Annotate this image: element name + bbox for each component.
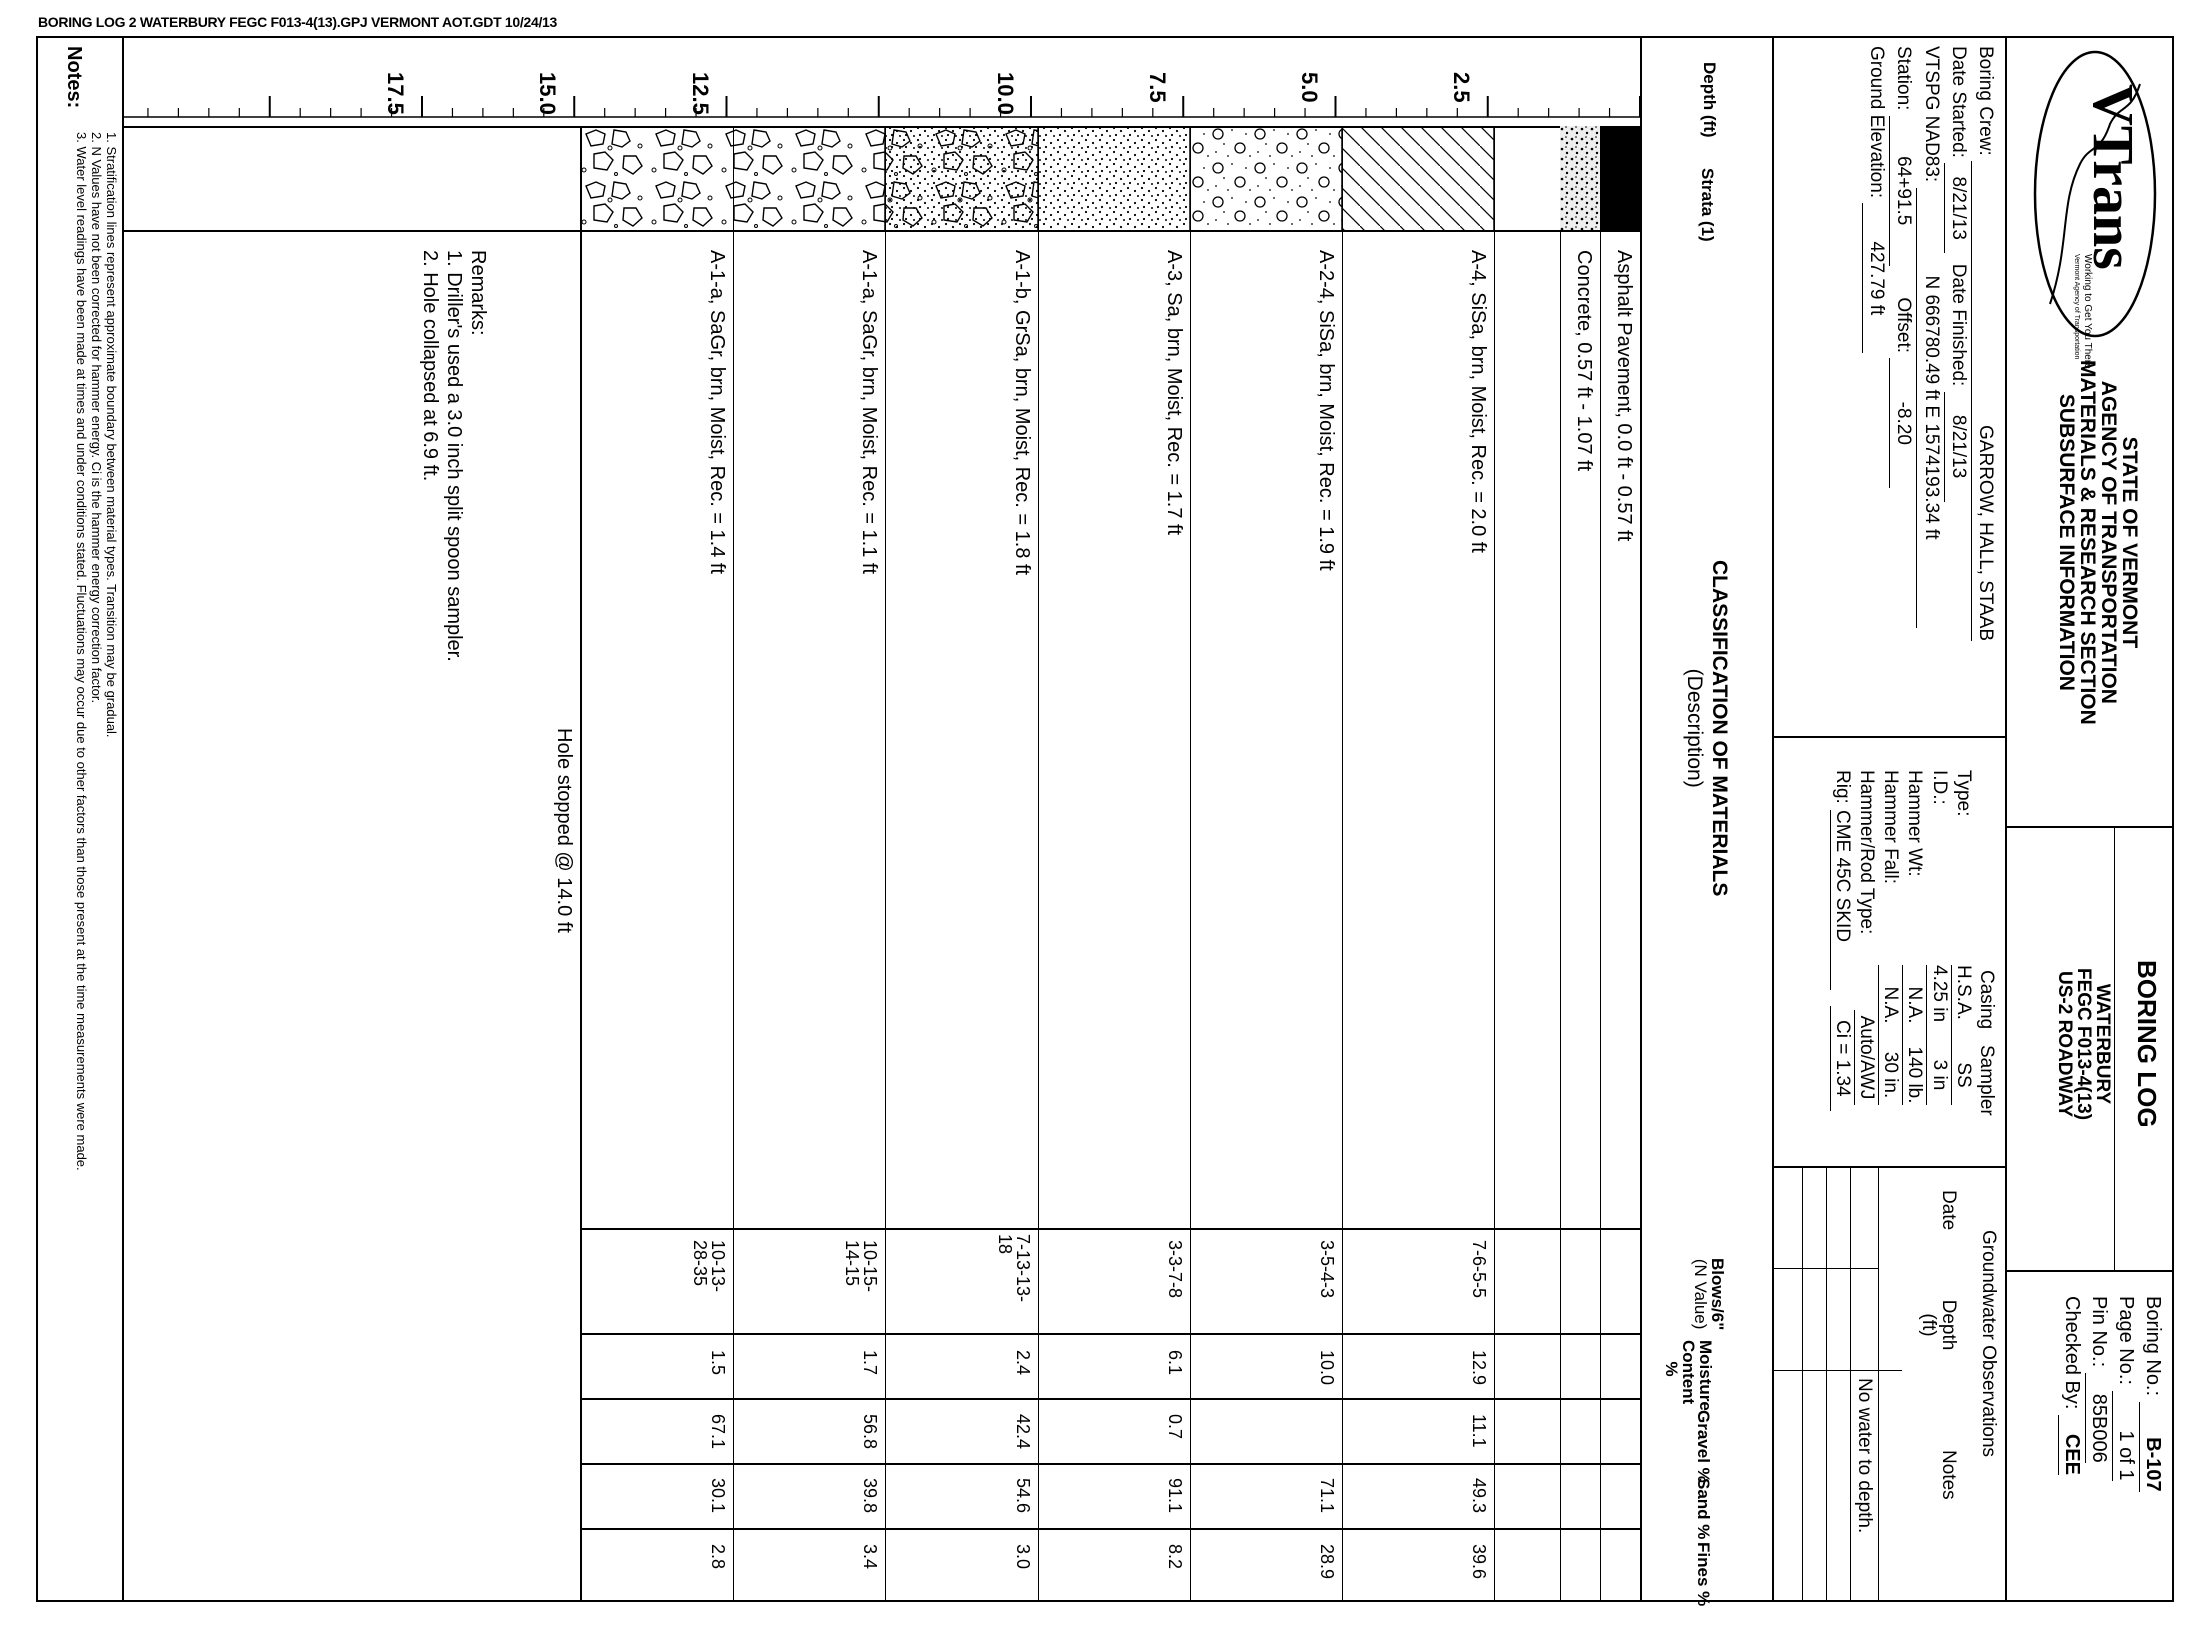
gw-col-divider [1772, 1268, 1878, 1269]
layer-boundary [885, 126, 886, 1602]
desc-row-border [580, 1228, 1640, 1230]
moisture-header: Moisture Content % [1662, 1340, 1715, 1411]
fines-value: 28.9 [1317, 1544, 1337, 1580]
gw-notes-header: Notes [1938, 1450, 1959, 1500]
moisture-value: 12.9 [1469, 1350, 1489, 1386]
title-section-divider [2005, 826, 2174, 828]
layer-boundary [1560, 126, 1561, 1602]
layer-desc-a24: A-2-4, SiSa, brn, Moist, Rec. = 1.9 ft [1315, 250, 1337, 571]
blows-value: 3-3-7-8 [1165, 1240, 1185, 1299]
fines-value: 39.6 [1469, 1544, 1489, 1580]
site-equip-divider [1772, 736, 2005, 738]
fines-header: Fines % [1694, 1542, 1713, 1607]
strata-concrete [1560, 126, 1600, 230]
gw-note: No water to depth. [1854, 1378, 1875, 1534]
hole-bottom-line [580, 126, 582, 1602]
layer-boundary [1038, 126, 1039, 1602]
blows-header: Blows/6" (N Value) [1691, 1258, 1727, 1331]
title-boringno-divider [2005, 1270, 2174, 1272]
fines-value: 3.4 [860, 1544, 880, 1570]
strata-gravelly-sand [885, 126, 1038, 230]
agency-block: STATE OF VERMONT AGENCY OF TRANSPORTATION MATERIALS & RESEARCH SECTION SUBSURFACE INFORMATION [2055, 360, 2141, 725]
layer-boundary [1190, 126, 1191, 1602]
gravel-value: 0.7 [1165, 1414, 1185, 1440]
notes-title: Notes: [63, 46, 85, 109]
strata-gravel-deep [580, 126, 733, 230]
moisture-row-border [580, 1398, 1640, 1400]
strata-sand [1038, 126, 1190, 230]
log-right-border [1772, 36, 1774, 1602]
tick-label: 5.0 [1297, 72, 1322, 103]
logo-text: VTrans [2081, 84, 2146, 270]
layer-boundary [1600, 126, 1601, 1602]
gravel-value: 56.8 [860, 1414, 880, 1450]
classification-header: CLASSIFICATION OF MATERIALS (Description) [1683, 560, 1731, 897]
layer-desc-a1a-2: A-1-a, SaGr, brn, Moist, Rec. = 1.4 ft [706, 250, 728, 575]
notes-list: 1. Stratification lines represent approximate boundary between material types. Transition may be gradual. 2. N Values have not been corrected for hammer energy. Ci is the hammer energy correction factor. 3. Water level readings have been made at times and under conditions stated. Fluctuations may occur due to other factors than those present at the time measurements were made. [74, 132, 119, 1171]
gravel-row-border [580, 1463, 1640, 1465]
sand-value: 71.1 [1317, 1478, 1337, 1514]
layer-desc-a4: A-4, SiSa, brn, Moist, Rec. = 2.0 ft [1467, 250, 1489, 553]
layer-boundary [733, 126, 734, 1602]
strata-silty-sand [1190, 126, 1342, 230]
fines-value: 2.8 [708, 1544, 728, 1570]
boring-area-left [1640, 36, 1642, 1602]
strata-column [580, 126, 1640, 230]
blows-value: 10-13-28-35 [690, 1240, 728, 1293]
tick-label: 15.0 [535, 72, 560, 115]
notes-divider [122, 36, 124, 1602]
sand-value: 91.1 [1165, 1478, 1185, 1514]
remarks: Remarks: 1. Driller's used a 3.0 inch split spoon sampler. 2. Hole collapsed at 6.9 ft. [419, 250, 489, 662]
layer-desc-concrete: Concrete, 0.57 ft - 1.07 ft [1573, 250, 1595, 472]
blows-value: 10-15-14-15 [842, 1240, 880, 1293]
hole-stopped-note: Hole stopped @ 14.0 ft [553, 728, 575, 933]
sand-header: Sand % [1694, 1478, 1713, 1540]
tick-label: 17.5 [383, 72, 408, 115]
gravel-value: 11.1 [1469, 1414, 1489, 1448]
gw-col-line [1802, 1166, 1803, 1602]
sand-value: 49.3 [1469, 1478, 1489, 1514]
moisture-value: 6.1 [1165, 1350, 1185, 1376]
depth-axis [122, 36, 1640, 126]
blows-value: 7-13-13-18 [995, 1234, 1033, 1303]
sand-value: 39.8 [860, 1478, 880, 1514]
gw-col-line [1850, 1166, 1851, 1602]
gw-header-divider [1878, 1166, 1879, 1602]
logo-subtag: Vermont Agency of Transportation [2073, 254, 2080, 360]
depth-header: Depth (ft) [1700, 62, 1719, 138]
gravel-header: Gravel % [1694, 1410, 1713, 1483]
file-header: BORING LOG 2 WATERBURY FEGC F013-4(13).GPJ VERMONT AOT.GDT 10/24/13 [38, 14, 558, 30]
site-info: Boring Crew: GARROW, HALL, STAAB Date Started: 8/21/13 Date Finished: 8/21/13 VTSPG NAD83: N 666780.49 ft E 1574193.34 ft Station: 64+91.5 Offset: -8.20 Ground Elevation: 427.79 ft [1862, 46, 1998, 641]
strata-row-border [122, 230, 1640, 232]
strata-asphalt [1600, 126, 1640, 230]
tick-label: 7.5 [1145, 72, 1170, 103]
boring-log-title: BORING LOG [2132, 960, 2162, 1128]
gravel-value: 67.1 [708, 1414, 728, 1450]
layer-boundary [1342, 126, 1343, 1602]
title-divider [2005, 36, 2007, 1602]
gw-col-divider [1772, 1370, 1902, 1371]
layer-desc-a3: A-3, Sa, brn, Moist, Rec. = 1.7 ft [1163, 250, 1185, 536]
moisture-value: 10.0 [1317, 1350, 1337, 1386]
layer-boundary [1494, 126, 1495, 1602]
blows-value: 7-6-5-5 [1469, 1240, 1489, 1299]
blows-value: 3-5-4-3 [1317, 1240, 1337, 1299]
equipment-info: Casing Sampler Type:H.S.A.SS I.D.:4.25 in3 in Hammer Wt:N.A.140 lb. Hammer Fall:N.A.30 in. Hammer/Rod Type:Auto/AWJ Rig:CME 45C SKID Ci = 1.34 [1830, 770, 1998, 1116]
boring-info: Boring No.: B-107 Page No.: 1 of 1 Pin No.: 85B006 Checked By: CEE [2058, 1296, 2166, 1492]
moisture-value: 1.7 [860, 1350, 880, 1376]
sand-value: 54.6 [1013, 1478, 1033, 1514]
strata-header: Strata (1) [1698, 168, 1717, 242]
tick-label: 2.5 [1449, 72, 1474, 103]
layer-desc-a1a: A-1-a, SaGr, brn, Moist, Rec. = 1.1 ft [858, 250, 880, 575]
vtrans-logo [2030, 44, 2160, 369]
fines-value: 3.0 [1013, 1544, 1033, 1570]
gw-depth-header: Depth (ft) [1918, 1299, 1959, 1351]
strata-silt [1342, 126, 1494, 230]
layer-desc-asphalt: Asphalt Pavement, 0.0 ft - 0.57 ft [1613, 250, 1635, 542]
equip-gw-divider [1772, 1166, 2005, 1168]
fines-value: 8.2 [1165, 1544, 1185, 1570]
layer-desc-a1b: A-1-b, GrSa, brn, Moist, Rec. = 1.8 ft [1011, 250, 1033, 576]
groundwater-title: Groundwater Observations [1978, 1230, 1999, 1458]
logo-tagline: Working to Get You There [2082, 254, 2093, 369]
blows-row-border [580, 1333, 1640, 1335]
gravel-value: 42.4 [1013, 1414, 1033, 1450]
gw-col-line [1826, 1166, 1827, 1602]
moisture-value: 2.4 [1013, 1350, 1033, 1376]
title-inner-divider [2114, 826, 2115, 1270]
gw-date-header: Date [1938, 1190, 1959, 1231]
sand-value: 30.1 [708, 1478, 728, 1514]
tick-label: 12.5 [688, 72, 713, 115]
tick-label: 10.0 [993, 72, 1018, 115]
moisture-value: 1.5 [708, 1350, 728, 1376]
project-title: WATERBURY FEGC F013-4(13) US-2 ROADWAY [2054, 968, 2113, 1121]
sand-row-border [580, 1528, 1640, 1530]
